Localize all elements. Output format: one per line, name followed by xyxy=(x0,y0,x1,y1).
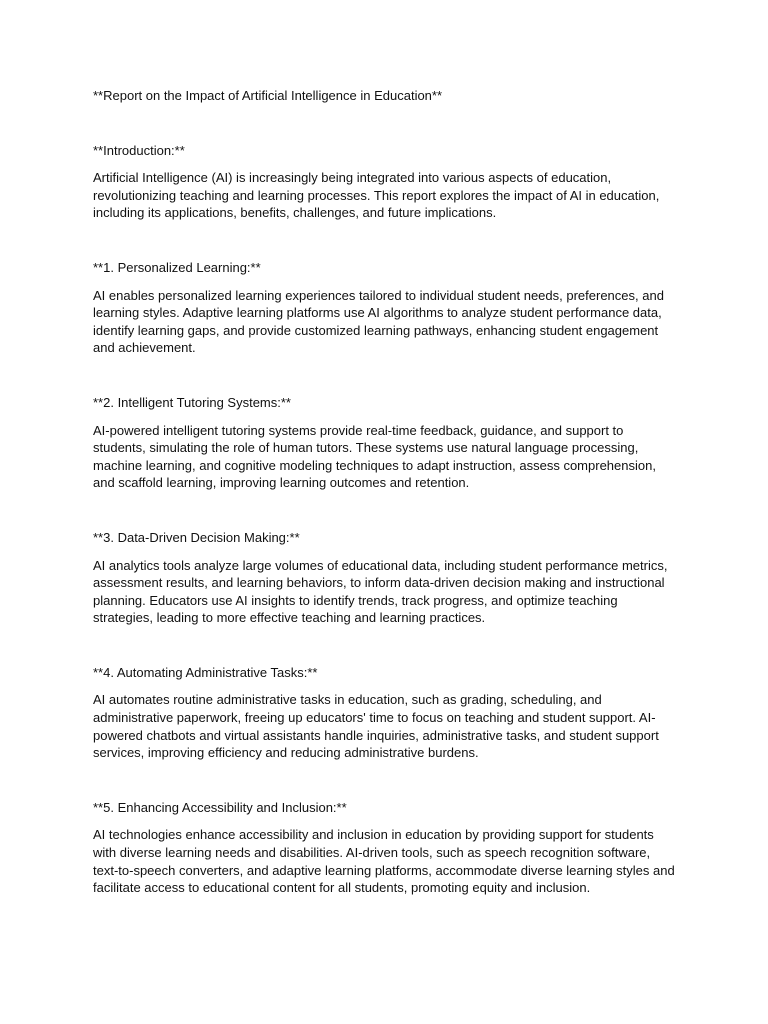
section-body: AI automates routine administrative tasks in education, such as grading, scheduling, and administrative paperwork, freeing up educators' time to focus on teaching and student support. AI-powered chatbots and virtual assistants handle inquiries, administrative tasks, and student support services, improving efficiency and reducing administrative burdens. xyxy=(93,692,659,761)
section-body: AI technologies enhance accessibility and inclusion in education by providing support for students with diverse learning needs and disabilities. AI-driven tools, such as speech recognition software, text-to-speech converters, and adaptive learning platforms, accommodate diverse learning styles and facilitate access to educational content for all students, promoting equity and inclusion. xyxy=(93,827,675,896)
section-body: AI enables personalized learning experiences tailored to individual student needs, preferences, and learning styles. Adaptive learning platforms use AI algorithms to analyze student performance data, identify learning gaps, and provide customized learning pathways, enhancing student engagement and achievement. xyxy=(93,287,664,356)
section-body: AI-powered intelligent tutoring systems provide real-time feedback, guidance, and support to students, simulating the role of human tutors. These systems use natural language processing, machine learning, and cognitive modeling techniques to adapt instruction, assess comprehension, and scaffold learning, improving learning outcomes and retention. xyxy=(93,422,656,491)
section-data-driven xyxy=(93,529,678,627)
section-introduction xyxy=(93,142,678,222)
document-title: **Report on the Impact of Artificial Intelligence in Education** xyxy=(93,88,443,103)
section-body: AI analytics tools analyze large volumes of educational data, including student performance metrics, assessment results, and learning behaviors, to inform data-driven decision making and instructional planning. Educators use AI insights to identify trends, track progress, and optimize teaching strategies, leading to more effective teaching and learning practices. xyxy=(93,557,668,626)
section-heading: **5. Enhancing Accessibility and Inclusion:** xyxy=(93,799,347,815)
section-accessibility-inclusion xyxy=(93,799,678,897)
section-heading: **3. Data-Driven Decision Making:** xyxy=(93,529,300,545)
section-heading: **4. Automating Administrative Tasks:** xyxy=(93,664,318,680)
section-intelligent-tutoring xyxy=(93,394,678,492)
section-heading: **1. Personalized Learning:** xyxy=(93,259,261,275)
section-administrative-tasks xyxy=(93,664,678,762)
section-heading: **Introduction:** xyxy=(93,142,185,158)
section-body: Artificial Intelligence (AI) is increasingly being integrated into various aspects of education, revolutionizing teaching and learning processes. This report explores the impact of AI in education, including its applications, benefits, challenges, and future implications. xyxy=(93,170,660,221)
section-personalized-learning xyxy=(93,259,678,357)
section-heading: **2. Intelligent Tutoring Systems:** xyxy=(93,394,291,410)
